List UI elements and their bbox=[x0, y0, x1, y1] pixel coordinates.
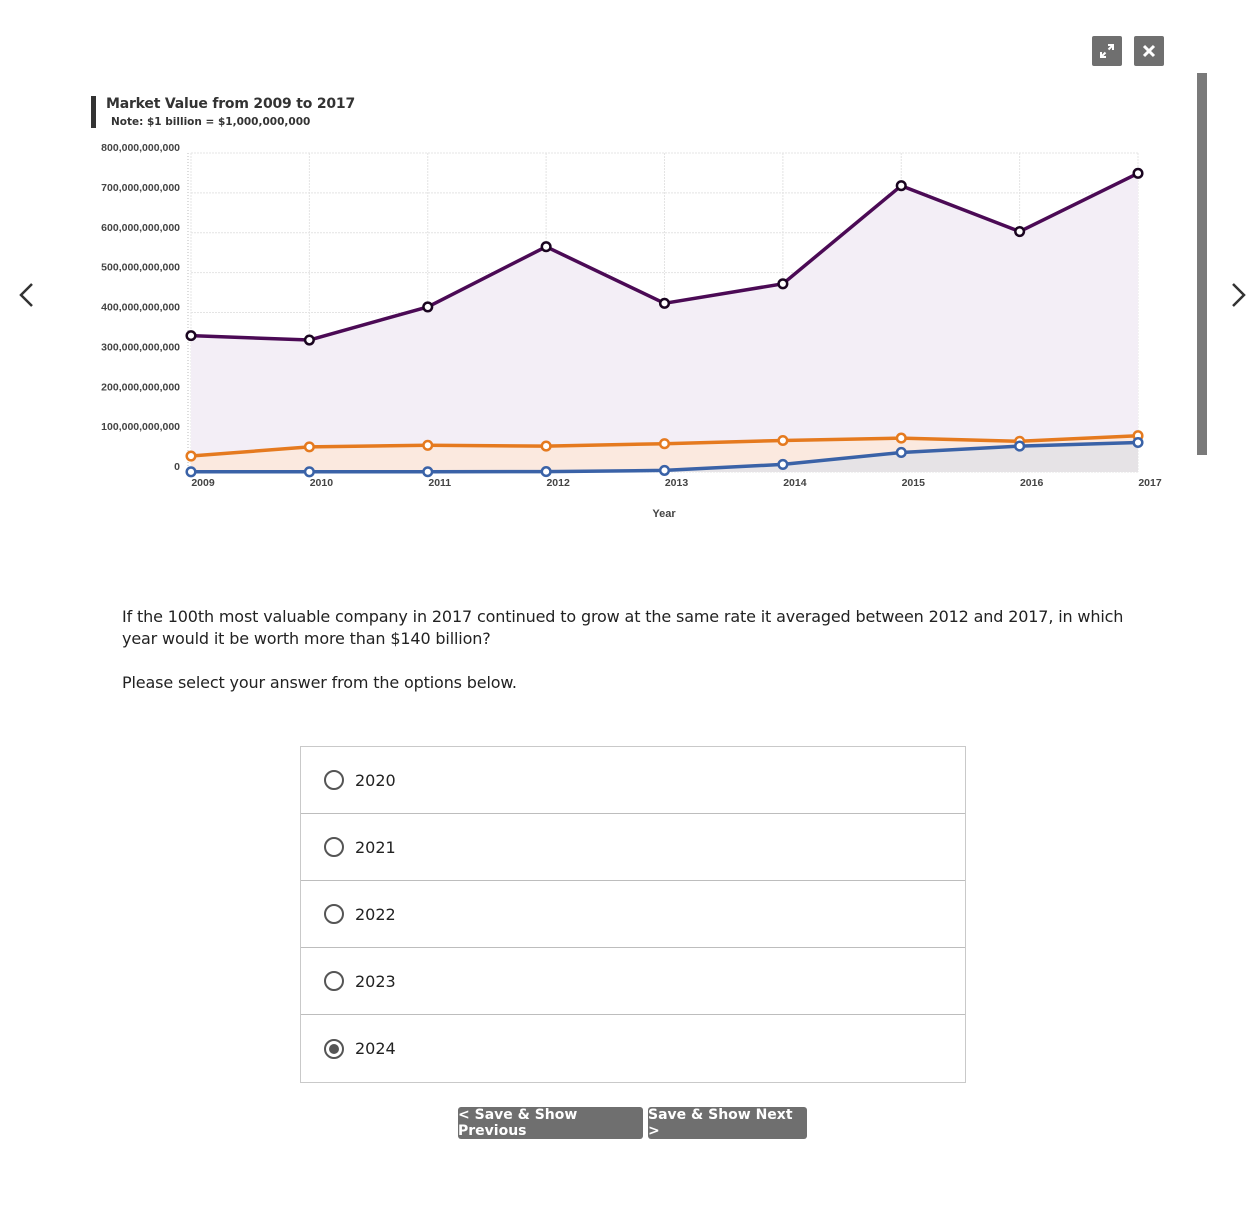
series-2-point bbox=[660, 466, 669, 475]
series-0-point bbox=[660, 299, 669, 308]
x-tick-label: 2014 bbox=[783, 477, 807, 489]
y-tick-label: 500,000,000,000 bbox=[101, 261, 180, 274]
series-2-point bbox=[779, 460, 788, 469]
y-tick-label: 200,000,000,000 bbox=[101, 381, 180, 394]
series-1-point bbox=[542, 442, 551, 451]
option-label: 2023 bbox=[355, 971, 396, 991]
option-2023[interactable] bbox=[301, 948, 965, 1015]
series-0-point bbox=[1134, 169, 1143, 178]
chart-title: Market Value from 2009 to 2017 bbox=[106, 96, 355, 112]
x-tick-label: 2013 bbox=[664, 477, 689, 489]
radio-button[interactable] bbox=[324, 837, 344, 857]
series-2-point bbox=[423, 467, 432, 476]
series-0-point bbox=[423, 303, 432, 312]
radio-button[interactable] bbox=[324, 770, 344, 790]
radio-button[interactable] bbox=[324, 1039, 344, 1059]
series-1-point bbox=[660, 439, 669, 448]
y-tick-label: 100,000,000,000 bbox=[101, 421, 180, 434]
answer-options bbox=[300, 746, 966, 1083]
x-tick-label: 2016 bbox=[1019, 477, 1044, 489]
option-label: 2024 bbox=[355, 1039, 396, 1058]
option-2024[interactable] bbox=[301, 1015, 965, 1082]
series-2-point bbox=[187, 468, 196, 477]
series-2-point bbox=[1134, 438, 1143, 447]
y-tick-label: 600,000,000,000 bbox=[101, 221, 180, 234]
option-label: 2020 bbox=[355, 770, 396, 790]
radio-dot bbox=[329, 1044, 339, 1054]
series-0-area bbox=[191, 173, 1138, 472]
series-0-point bbox=[305, 336, 314, 345]
x-tick-label: 2009 bbox=[191, 477, 215, 489]
series-0-point bbox=[897, 181, 906, 190]
option-2022[interactable] bbox=[301, 881, 965, 948]
question-text: If the 100th most valuable company in 2017 continued to grow at the same rate it averaged between 2012 and 2017, in which year would it be worth more than $140 billion? bbox=[122, 607, 1124, 648]
chart-container bbox=[0, 0, 1260, 540]
option-label: 2022 bbox=[355, 904, 396, 924]
radio-button[interactable] bbox=[324, 904, 344, 924]
y-tick-label: 300,000,000,000 bbox=[101, 341, 180, 354]
save-show-previous-button[interactable]: < Save & Show Previous bbox=[458, 1107, 643, 1139]
series-2-point bbox=[305, 468, 314, 477]
chart-subtitle: Note: $1 billion = $1,000,000,000 bbox=[111, 116, 311, 128]
series-2-point bbox=[1015, 442, 1024, 451]
instruction-text: Please select your answer from the options below. bbox=[122, 673, 517, 692]
x-tick-label: 2011 bbox=[428, 477, 452, 489]
option-2020[interactable] bbox=[301, 747, 965, 814]
series-0-point bbox=[779, 279, 788, 288]
series-0-point bbox=[1015, 227, 1024, 236]
radio-button[interactable] bbox=[324, 971, 344, 991]
series-1-point bbox=[187, 452, 196, 461]
series-1-point bbox=[897, 434, 906, 443]
series-1-point bbox=[779, 436, 788, 445]
option-label: 2021 bbox=[355, 837, 396, 857]
series-2-point bbox=[542, 467, 551, 476]
y-tick-label: 0 bbox=[174, 461, 180, 473]
x-tick-label: 2015 bbox=[901, 477, 925, 489]
x-tick-label: 2012 bbox=[546, 477, 570, 489]
market-value-chart bbox=[0, 0, 1260, 540]
y-tick-label: 400,000,000,000 bbox=[101, 301, 180, 314]
series-1-point bbox=[305, 443, 314, 452]
save-show-next-button[interactable]: Save & Show Next > bbox=[648, 1107, 807, 1139]
option-2021[interactable] bbox=[301, 814, 965, 881]
x-tick-label: 2010 bbox=[309, 477, 334, 489]
x-tick-label: 2017 bbox=[1138, 477, 1162, 489]
series-0-point bbox=[542, 242, 551, 251]
series-0-point bbox=[187, 331, 196, 340]
x-axis-label: Year bbox=[652, 508, 676, 520]
y-tick-label: 800,000,000,000 bbox=[101, 142, 180, 154]
series-2-point bbox=[897, 448, 906, 457]
series-1-point bbox=[423, 441, 432, 450]
y-tick-label: 700,000,000,000 bbox=[101, 181, 180, 194]
